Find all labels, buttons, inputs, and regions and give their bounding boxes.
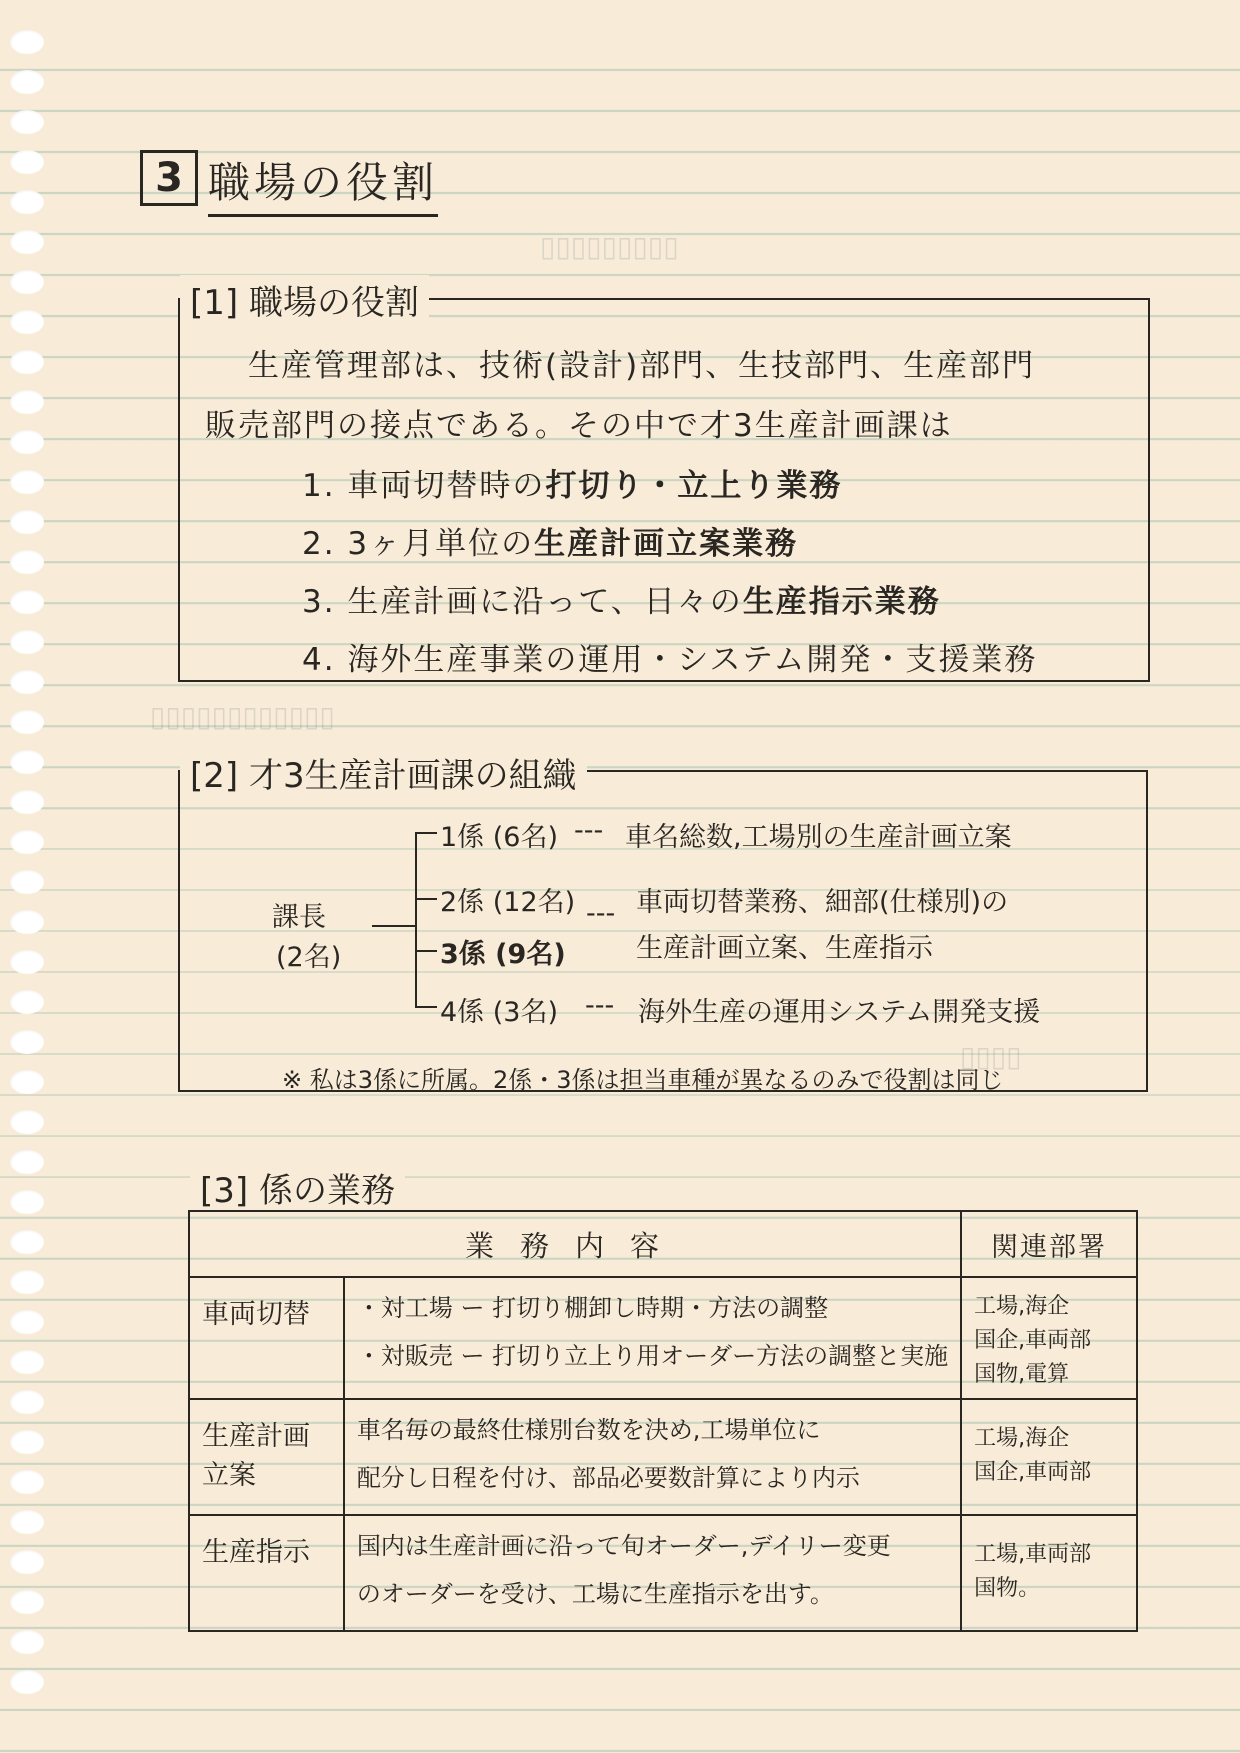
related-dept-line: 国物,電算 (974, 1362, 1070, 1387)
binder-hole (10, 150, 44, 174)
related-dept-line: 国企,車両部 (974, 1328, 1092, 1353)
related-dept-line: 国物。 (974, 1576, 1041, 1601)
task-content-line: ・対販売 ー 打切り立上り用オーダー方法の調整と実施 (356, 1342, 949, 1370)
group-1-dash: --- (574, 815, 604, 846)
section1-paragraph-line: 生産管理部は、技術(設計)部門、生技部門、生産部門 (248, 348, 1036, 384)
table-row (189, 1277, 1137, 1399)
binder-hole (10, 1430, 44, 1454)
binder-hole (10, 1470, 44, 1494)
binder-hole (10, 1150, 44, 1174)
related-dept-line: 工場,海企 (974, 1426, 1070, 1451)
binder-hole (10, 590, 44, 614)
group-4-dash: --- (585, 990, 615, 1021)
org-branch-line (415, 1006, 437, 1008)
section1-item-4: 4. 海外生産事業の運用・システム開発・支援業務 (302, 642, 1038, 678)
binder-hole (10, 350, 44, 374)
binder-hole (10, 1670, 44, 1694)
binder-hole (10, 830, 44, 854)
binder-hole (10, 630, 44, 654)
task-related (961, 1515, 1137, 1631)
binder-hole (10, 30, 44, 54)
task-name: 生産指示 (189, 1515, 344, 1631)
binder-hole (10, 1030, 44, 1054)
task-content-line: のオーダーを受け、工場に生産指示を出す。 (356, 1580, 834, 1608)
binder-hole (10, 1630, 44, 1654)
binder-hole (10, 910, 44, 934)
binder-hole (10, 1510, 44, 1534)
task-content (344, 1277, 961, 1399)
bleed-through-text: ▯▯▯▯ (960, 1040, 1022, 1073)
task-content (344, 1399, 961, 1515)
related-dept-line: 国企,車両部 (974, 1460, 1092, 1485)
section1-paragraph-line: 販売部門の接点である。その中で才3生産計画課は (205, 408, 953, 444)
related-dept-line: 工場,車両部 (974, 1542, 1092, 1567)
binder-hole (10, 1550, 44, 1574)
task-content-line: ・対工場 ー 打切り棚卸し時期・方法の調整 (356, 1294, 829, 1322)
binder-hole (10, 510, 44, 534)
org-branch-line (415, 832, 437, 834)
group-4-name: 4係 (3名) (440, 997, 559, 1028)
task-related (961, 1399, 1137, 1515)
binder-hole (10, 1230, 44, 1254)
bleed-through-text: ▯▯▯▯▯▯▯▯▯▯▯▯ (150, 700, 335, 733)
section2-note: ※ 私は3係に所属。2係・3係は担当車種が異なるのみで役割は同じ (282, 1066, 1004, 1094)
binder-hole (10, 790, 44, 814)
binder-hole (10, 110, 44, 134)
binder-hole (10, 190, 44, 214)
org-branch-line (415, 950, 437, 952)
task-name: 車両切替 (189, 1277, 344, 1399)
table-header-row (189, 1211, 1137, 1277)
binder-hole (10, 750, 44, 774)
table-row (189, 1515, 1137, 1631)
heading-number-box: 3 (140, 150, 198, 206)
section3-title: [3] 係の業務 (190, 1163, 405, 1212)
task-content (344, 1515, 961, 1631)
chief-title: 課長 (272, 902, 326, 933)
group-2-3-duty-line: 車両切替業務、細部(仕様別)の (636, 887, 1009, 918)
binder-hole (10, 1350, 44, 1374)
task-related (961, 1277, 1137, 1399)
section1-item-2: 2. 3ヶ月単位の生産計画立案業務 (302, 526, 799, 562)
related-dept-line: 工場,海企 (974, 1294, 1070, 1319)
binder-hole (10, 430, 44, 454)
tasks-table (188, 1210, 1138, 1632)
binder-hole (10, 1590, 44, 1614)
binder-hole (10, 870, 44, 894)
binder-hole (10, 670, 44, 694)
binder-hole (10, 1070, 44, 1094)
group-2-3-duty-line: 生産計画立案、生産指示 (636, 933, 933, 964)
page-title: 職場の役割 (208, 150, 438, 217)
binder-hole (10, 1310, 44, 1334)
binder-hole (10, 990, 44, 1014)
binder-hole (10, 390, 44, 414)
org-branch-line (415, 898, 437, 900)
group-1-name: 1係 (6名) (440, 822, 559, 853)
binder-hole (10, 1190, 44, 1214)
binder-hole (10, 710, 44, 734)
binder-hole (10, 310, 44, 334)
group-4-duty: 海外生産の運用システム開発支援 (638, 997, 1041, 1028)
task-content-line: 配分し日程を付け、部品必要数計算により内示 (356, 1464, 860, 1492)
table-row (189, 1399, 1137, 1515)
binder-hole (10, 1390, 44, 1414)
binder-hole (10, 1110, 44, 1134)
section1-item-1: 1. 車両切替時の打切り・立上り業務 (302, 468, 843, 504)
group-3-name: 3係 (9名) (440, 939, 566, 970)
header-related: 関連部署 (961, 1211, 1137, 1277)
binder-hole (10, 950, 44, 974)
binder-hole (10, 230, 44, 254)
group-2-name: 2係 (12名) (440, 887, 576, 918)
chief-connector (372, 925, 417, 927)
org-trunk-line (415, 832, 417, 1007)
header-content: 業務内容 (189, 1211, 961, 1277)
binder-hole (10, 1270, 44, 1294)
task-content-line: 車名毎の最終仕様別台数を決め,工場単位に (356, 1416, 821, 1444)
group-1-duty: 車名総数,工場別の生産計画立案 (625, 822, 1012, 853)
binder-hole (10, 550, 44, 574)
task-content-line: 国内は生産計画に沿って旬オーダー,デイリー変更 (356, 1532, 891, 1560)
binder-hole (10, 70, 44, 94)
bleed-through-text: ▯▯▯▯▯▯▯▯▯ (540, 230, 679, 263)
section2-title: [2] 才3生産計画課の組織 (180, 748, 587, 797)
binder-hole (10, 270, 44, 294)
section1-title: [1] 職場の役割 (180, 275, 429, 324)
chief-headcount: (2名) (276, 942, 342, 973)
task-name: 生産計画立案 (189, 1399, 344, 1515)
group-2-3-dash: --- (586, 898, 616, 929)
section1-item-3: 3. 生産計画に沿って、日々の生産指示業務 (302, 584, 941, 620)
binder-hole (10, 470, 44, 494)
